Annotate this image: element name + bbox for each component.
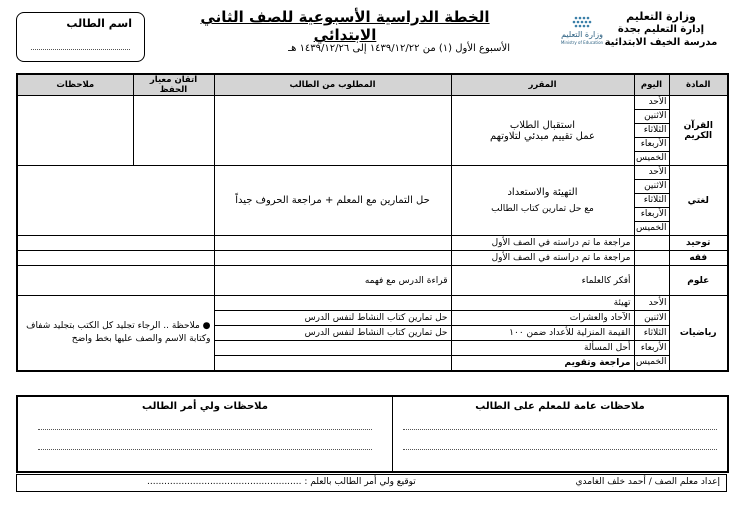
day-sun: الأحد — [634, 96, 669, 110]
day-tue: الثلاثاء — [634, 326, 669, 341]
tawheed-course: مراجعة ما تم دراسته في الصف الأول — [451, 236, 634, 251]
parent-signature[interactable]: توقيع ولي أمر الطالب بالعلم : ...................................................... — [147, 477, 416, 487]
teacher-notes-line — [403, 429, 717, 430]
col-course: المقرر — [451, 74, 634, 96]
student-name-line — [31, 49, 130, 50]
math-required-empty[interactable] — [214, 296, 451, 311]
science-notes[interactable] — [17, 266, 214, 296]
day-wed: الأربعاء — [634, 341, 669, 356]
table-row — [17, 96, 728, 110]
table-row — [17, 251, 728, 266]
table-row — [17, 296, 728, 311]
math-required-empty[interactable] — [214, 356, 451, 371]
parent-notes-title: ملاحظات ولي أمر الطالب — [142, 401, 268, 412]
subject-quran: القرآن الكريم — [669, 96, 728, 166]
ministry-logo — [548, 14, 618, 46]
math-note — [21, 320, 211, 346]
department-name: إدارة التعليم بجدة — [617, 24, 705, 35]
arabic-course-2: مع حل تمارين كتاب الطالب — [491, 204, 594, 214]
math-course-1: تهيئة — [451, 296, 634, 311]
tawheed-notes[interactable] — [17, 236, 214, 251]
arabic-course-1: التهيئة والاستعداد — [507, 187, 578, 198]
day-mon: الاثنين — [634, 311, 669, 326]
page-title: الخطة الدراسية الأسبوعية للصف الثاني الابتدائي — [200, 8, 490, 44]
day-tue: الثلاثاء — [634, 194, 669, 208]
subject-science: علوم — [669, 266, 728, 296]
day-wed: الأربعاء — [634, 138, 669, 152]
col-day: اليوم — [634, 74, 669, 96]
math-course-5: مراجعة وتقويم — [451, 356, 634, 371]
day-tue: الثلاثاء — [634, 124, 669, 138]
math-notes — [17, 296, 214, 371]
col-required: المطلوب من الطالب — [214, 74, 451, 96]
quran-course-2: عمل تقييم مبدئي لتلاوتهم — [489, 130, 596, 142]
day-sun: الأحد — [634, 166, 669, 180]
arabic-notes[interactable] — [17, 166, 214, 236]
ministry-name: وزارة التعليم — [626, 10, 696, 23]
subject-math: رياضيات — [669, 296, 728, 371]
day-thu: الخميس — [634, 152, 669, 166]
col-subject: المادة — [669, 74, 728, 96]
parent-notes-line — [38, 429, 372, 430]
student-name-label: اسم الطالب — [66, 17, 132, 30]
table-row — [17, 266, 728, 296]
parent-notes-box[interactable] — [18, 397, 392, 471]
quran-notes[interactable] — [17, 96, 133, 166]
subject-tawheed: توحيد — [669, 236, 728, 251]
fiqh-course: مراجعة ما تم دراسته في الصف الأول — [451, 251, 634, 266]
quran-memorization[interactable] — [133, 96, 214, 166]
arabic-course — [451, 166, 634, 236]
fiqh-notes[interactable] — [17, 251, 214, 266]
quran-course — [451, 96, 634, 166]
day-wed: الأربعاء — [634, 208, 669, 222]
teacher-notes-box[interactable] — [392, 397, 727, 471]
col-notes: ملاحظات — [17, 74, 133, 96]
day-sun: الأحد — [634, 296, 669, 311]
subject-fiqh: فقه — [669, 251, 728, 266]
day-thu: الخميس — [634, 222, 669, 236]
logo-text: وزارة التعليم — [561, 30, 603, 39]
day-mon: الاثنين — [634, 110, 669, 124]
quran-required[interactable] — [214, 96, 451, 166]
fiqh-required[interactable] — [214, 251, 451, 266]
teacher-notes-title: ملاحظات عامة للمعلم على الطالب — [475, 401, 645, 412]
table-header-row — [17, 74, 728, 96]
teacher-notes-line — [403, 449, 717, 450]
math-note-text: ملاحظة .. الرجاء تجليد كل الكتب بتجليد شفاف وكتابة الاسم والصف عليها بخط واضح — [26, 320, 211, 344]
footer — [16, 474, 727, 492]
weekly-plan-table — [16, 73, 729, 372]
math-required-empty[interactable] — [214, 341, 451, 356]
math-required-1: حل تمارين كتاب النشاط لنفس الدرس — [214, 311, 451, 326]
math-course-4: أحل المسألة — [451, 341, 634, 356]
logo-subtext: Ministry of Education — [560, 40, 604, 45]
math-required-2: حل تمارين كتاب النشاط لنفس الدرس — [214, 326, 451, 341]
science-required: قراءة الدرس مع فهمه — [214, 266, 451, 296]
science-course: أفكر كالعلماء — [451, 266, 634, 296]
prepared-by: إعداد معلم الصف / أحمد خلف الغامدي — [575, 477, 720, 487]
table-row — [17, 166, 728, 180]
science-day — [634, 266, 669, 296]
bullet-icon: ● — [199, 320, 211, 331]
day-thu: الخميس — [634, 356, 669, 371]
quran-course-1: استقبال الطلاب — [509, 119, 576, 131]
week-range: الأسبوع الأول (١) من ١٤٣٩/١٢/٢٢ إلى ١٤٣٩/١٢/٢٦ هـ — [288, 43, 510, 54]
arabic-required: حل التمارين مع المعلم + مراجعة الحروف جيداً — [214, 166, 451, 236]
tawheed-day — [634, 236, 669, 251]
math-course-2: الآحاد والعشرات — [451, 311, 634, 326]
subject-arabic: لغتي — [669, 166, 728, 236]
tawheed-required[interactable] — [214, 236, 451, 251]
day-mon: الاثنين — [634, 180, 669, 194]
math-course-3: القيمة المنزلية للأعداد ضمن ١٠٠ — [451, 326, 634, 341]
student-name-box[interactable] — [16, 12, 145, 62]
col-memorization: اتقان معيار الحفظ — [133, 74, 214, 96]
parent-notes-line — [38, 449, 372, 450]
table-row — [17, 236, 728, 251]
school-name: مدرسة الخيف الابتدائية — [604, 37, 718, 48]
notes-section — [16, 395, 729, 473]
fiqh-day — [634, 251, 669, 266]
